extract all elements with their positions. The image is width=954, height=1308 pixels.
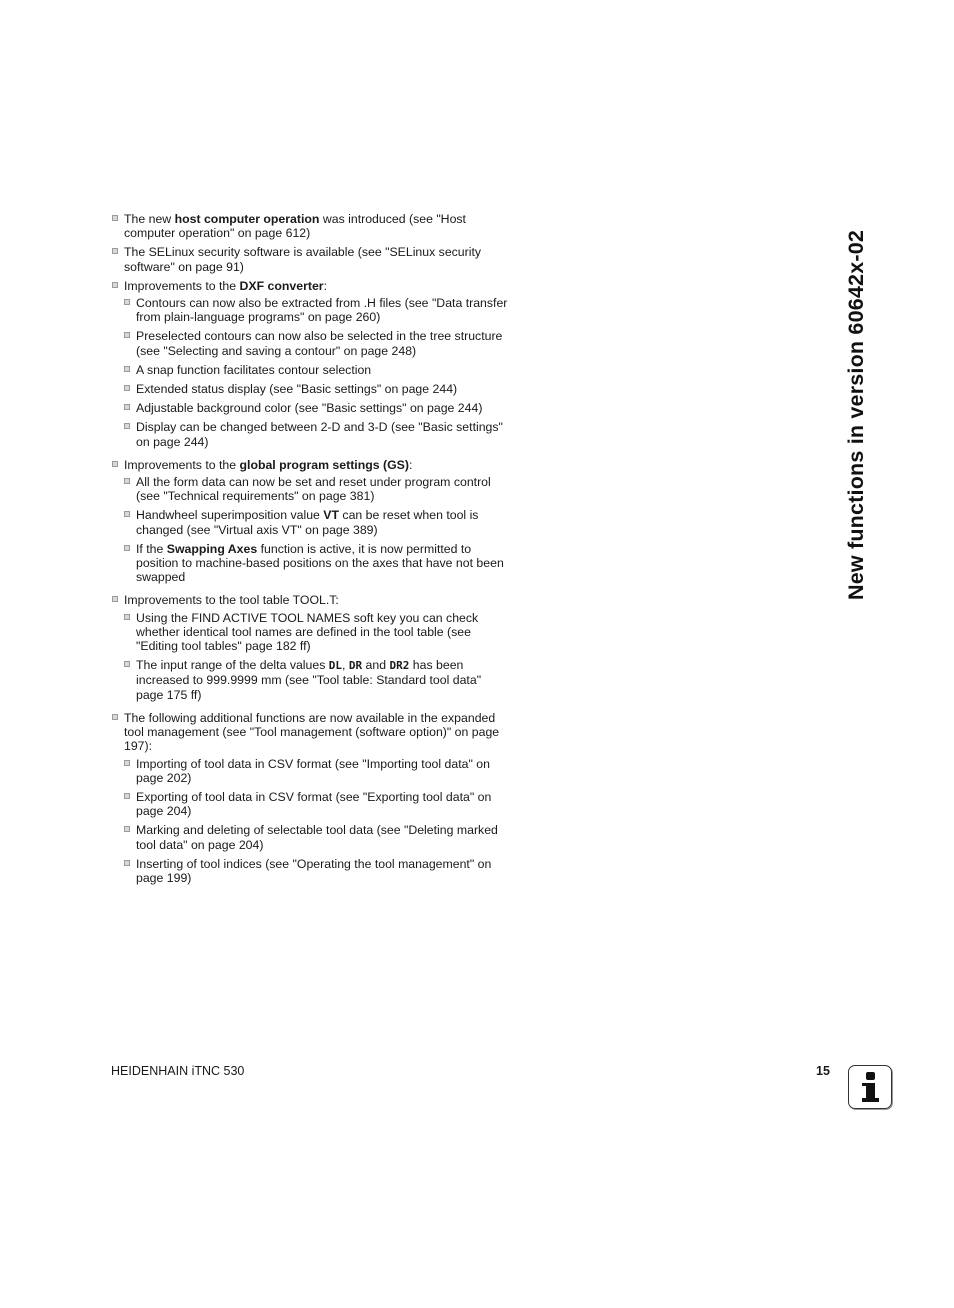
square-bullet-icon bbox=[124, 478, 130, 484]
feature-list bbox=[111, 212, 509, 894]
sub-list-item: Adjustable background color (see "Basic settings" on page 244) bbox=[123, 401, 509, 415]
sub-list-item: Preselected contours can now also be selected in the tree structure (see "Selecting and saving a contour" on page 248) bbox=[123, 329, 509, 357]
sub-list-item: Display can be changed between 2-D and 3-D (see "Basic settings" on page 244) bbox=[123, 420, 509, 448]
square-bullet-icon bbox=[124, 366, 130, 372]
square-bullet-icon bbox=[124, 826, 130, 832]
list-group-gs bbox=[111, 458, 509, 585]
list-item: The new host computer operation was introduced (see "Host computer operation" on page 612) bbox=[111, 212, 509, 240]
square-bullet-icon bbox=[112, 596, 118, 602]
square-bullet-icon bbox=[124, 332, 130, 338]
square-bullet-icon bbox=[112, 461, 118, 467]
sub-list-item: Using the FIND ACTIVE TOOL NAMES soft key you can check whether identical tool names are defined in the tool table (see "Editing tool tables" page 182 ff) bbox=[123, 611, 509, 654]
sub-list-item: Marking and deleting of selectable tool data (see "Deleting marked tool data" on page 204) bbox=[123, 823, 509, 851]
square-bullet-icon bbox=[124, 661, 130, 667]
square-bullet-icon bbox=[124, 404, 130, 410]
square-bullet-icon bbox=[112, 714, 118, 720]
sub-list-item: If the Swapping Axes function is active, it is now permitted to position to machine-based positions on the axes that have not been swapped bbox=[123, 542, 509, 585]
list-item: Improvements to the global program settings (GS): bbox=[111, 458, 509, 472]
list-item: The SELinux security software is available (see "SELinux security software" on page 91) bbox=[111, 245, 509, 273]
sub-list-item: Handwheel superimposition value VT can be reset when tool is changed (see "Virtual axis VT" on page 389) bbox=[123, 508, 509, 536]
sub-list-item: The input range of the delta values DL, DR and DR2 has been increased to 999.9999 mm (see "Tool table: Standard tool data" page 175 ff) bbox=[123, 658, 509, 702]
square-bullet-icon bbox=[112, 282, 118, 288]
square-bullet-icon bbox=[124, 860, 130, 866]
list-item: Improvements to the DXF converter: bbox=[111, 279, 509, 293]
square-bullet-icon bbox=[124, 385, 130, 391]
square-bullet-icon bbox=[124, 423, 130, 429]
sub-list-item: Exporting of tool data in CSV format (see "Exporting tool data" on page 204) bbox=[123, 790, 509, 818]
sub-list-item: A snap function facilitates contour selection bbox=[123, 363, 509, 377]
footer-product-name: HEIDENHAIN iTNC 530 bbox=[111, 1064, 245, 1078]
square-bullet-icon bbox=[124, 793, 130, 799]
square-bullet-icon bbox=[124, 760, 130, 766]
square-bullet-icon bbox=[124, 511, 130, 517]
square-bullet-icon bbox=[112, 248, 118, 254]
list-group-dxf bbox=[111, 279, 509, 449]
page-number: 15 bbox=[816, 1064, 830, 1078]
info-icon bbox=[848, 1065, 892, 1109]
sub-list-item: Inserting of tool indices (see "Operating the tool management" on page 199) bbox=[123, 857, 509, 885]
square-bullet-icon bbox=[124, 299, 130, 305]
sub-list-item: Importing of tool data in CSV format (see "Importing tool data" on page 202) bbox=[123, 757, 509, 785]
list-group-tool-management bbox=[111, 711, 509, 885]
list-group-tool-table bbox=[111, 593, 509, 701]
list-item: The following additional functions are now available in the expanded tool management (see "Tool management (software option)" on page 197): bbox=[111, 711, 509, 754]
square-bullet-icon bbox=[124, 614, 130, 620]
square-bullet-icon bbox=[124, 545, 130, 551]
square-bullet-icon bbox=[112, 215, 118, 221]
sub-list-item: Contours can now also be extracted from .H files (see "Data transfer from plain-language programs" on page 260) bbox=[123, 296, 509, 324]
sub-list-item: Extended status display (see "Basic settings" on page 244) bbox=[123, 382, 509, 396]
list-item: Improvements to the tool table TOOL.T: bbox=[111, 593, 509, 607]
chapter-side-title: New functions in version 60642x-02 bbox=[844, 229, 868, 600]
sub-list-item: All the form data can now be set and reset under program control (see "Technical requirements" on page 381) bbox=[123, 475, 509, 503]
